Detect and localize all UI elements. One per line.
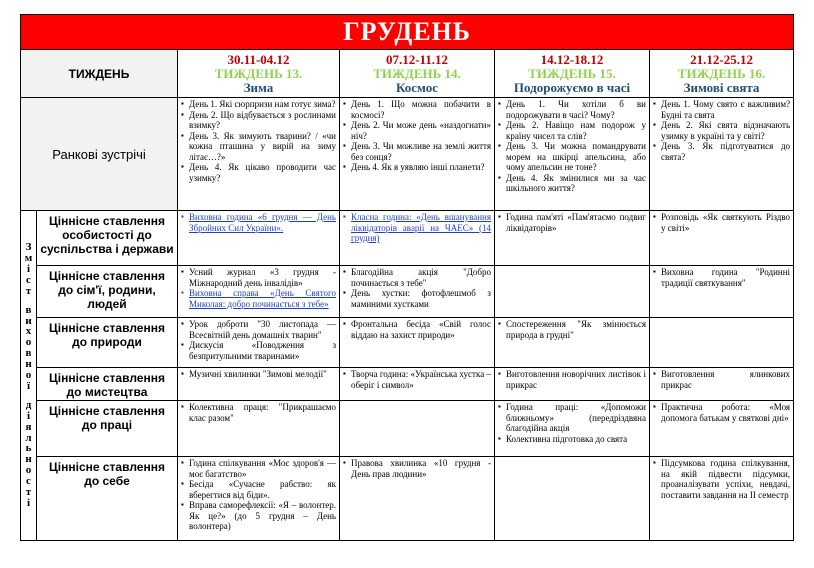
category-label: Ціннісне ставлення до сім'ї, родини, людей xyxy=(37,266,178,318)
week-theme: Космос xyxy=(395,79,438,95)
list-item: ▪ День 1. Чи хотіли б ви подорожувати в часі? Чому? xyxy=(498,99,646,120)
plan-table xyxy=(20,14,794,541)
list-item: ▪ День 2. Що відбувається з рослинами взимку? xyxy=(181,110,336,131)
activity-cell xyxy=(178,457,340,541)
week-number: ТИЖДЕНЬ 16. xyxy=(677,65,766,81)
week-theme: Зима xyxy=(243,79,274,95)
category-label: Ціннісне ставлення особистості до суспільства і держави xyxy=(37,211,178,266)
page-title: ГРУДЕНЬ xyxy=(343,17,471,46)
list-item[interactable]: ▪ Виховна година «6 грудня — День Збройних Сил України». xyxy=(181,212,336,233)
activity-cell xyxy=(340,318,495,368)
morning-cell-2 xyxy=(340,98,495,211)
activity-cell xyxy=(340,266,495,318)
list-item: ▪ Дискусія «Поводження з безпритульними тваринами» xyxy=(181,340,336,361)
list-item: ▪ Виготовлення новорічних листівок і прикрас xyxy=(498,369,646,390)
list-item: ▪ Колективна підготовка до свята xyxy=(498,434,646,445)
activity-cell xyxy=(650,368,794,401)
week-number: ТИЖДЕНЬ 14. xyxy=(373,65,461,81)
list-item: ▪ День хустки: фотофлешмоб з маминими хустками xyxy=(343,288,491,309)
list-item: ▪ День 1. Які сюрпризи нам готує зима? xyxy=(181,99,336,110)
morning-label: Ранкові зустрічі xyxy=(52,146,146,162)
list-item: ▪ Виготовлення ялинкових прикрас xyxy=(653,369,790,390)
list-item: ▪ День 4. Як цікаво проводити час узимку? xyxy=(181,162,336,183)
category-label: Ціннісне ставлення до праці xyxy=(37,401,178,457)
activity-cell xyxy=(650,401,794,457)
week-number: ТИЖДЕНЬ 13. xyxy=(214,65,303,81)
list-item: ▪ День 1. Що можна побачити в космосі? xyxy=(343,99,491,120)
week-header-4 xyxy=(650,50,794,98)
list-item: ▪ Усний журнал «3 грудня - Міжнародний день інвалідів» xyxy=(181,267,336,288)
activity-cell-empty xyxy=(650,318,794,368)
week-header-2 xyxy=(340,50,495,98)
activity-cell xyxy=(495,211,650,266)
week-label: ТИЖДЕНЬ xyxy=(68,66,130,81)
list-item: ▪ День 3. Чи можливе на землі життя без сонця? xyxy=(343,141,491,162)
list-item: ▪ День 3. Чи можна помандрувати морем на шкірці апельсина, або чому апельсин не тоне? xyxy=(498,141,646,173)
week-dates: 14.12-18.12 xyxy=(540,51,604,67)
list-item: ▪ День 2. Чи може день «наздогнати» ніч? xyxy=(343,120,491,141)
activity-cell xyxy=(340,368,495,401)
list-item: ▪ Спостереження "Як змінюється природа в грудні" xyxy=(498,319,646,340)
list-item: ▪ Урок доброти "30 листопада — Всесвітній день домашніх тварин" xyxy=(181,319,336,340)
list-item: ▪ Правова хвилинка «10 грудня - День прав людини» xyxy=(343,458,491,479)
morning-label-cell xyxy=(21,98,178,211)
title-bar xyxy=(21,15,794,50)
list-item: ▪ Година пам'яті «Пам'ятаємо подвиг ліквідаторів» xyxy=(498,212,646,233)
list-item: ▪ День 4. Як я уявляю інші планети? xyxy=(343,162,491,173)
list-item: ▪ День 2. Навіщо нам подорож у країну чисел та слів? xyxy=(498,120,646,141)
list-item: ▪ Година спілкування «Моє здоров'я — моє багатство» xyxy=(181,458,336,479)
list-item: ▪ Виховна година "Родинні традиції святкування" xyxy=(653,267,790,288)
category-label: Ціннісне ставлення до себе xyxy=(37,457,178,541)
week-label-cell xyxy=(21,50,178,98)
activity-cell xyxy=(495,401,650,457)
activity-cell xyxy=(178,368,340,401)
side-label: З м і с т в и х о в н о ї д і я л ь н о с т і xyxy=(21,211,37,541)
week-theme: Подорожуємо в часі xyxy=(513,79,631,95)
activity-cell xyxy=(178,211,340,266)
list-item: ▪ Вправа саморефлексії: «Я – волонтер. Як це?» (до 5 грудня – День волонтера) xyxy=(181,500,336,532)
category-label: Ціннісне ставлення до природи xyxy=(37,318,178,368)
activity-cell xyxy=(495,318,650,368)
list-item: ▪ День 3. Як зимують тварини? / «чи кожна пташина у вирій на зиму літає…?» xyxy=(181,131,336,163)
week-dates: 21.12-25.12 xyxy=(690,51,753,67)
list-item: ▪ Година праці: «Допоможи ближньому» (передріздвяна благодійна акція xyxy=(498,402,646,434)
activity-cell xyxy=(340,211,495,266)
morning-cell-3 xyxy=(495,98,650,211)
week-header-1 xyxy=(178,50,340,98)
list-item: ▪ День 2. Які свята відзначають узимку в україні та у світі? xyxy=(653,120,790,141)
week-dates: 30.11-04.12 xyxy=(227,51,290,67)
activity-cell xyxy=(650,211,794,266)
list-item: ▪ Творча година: «Українська хустка – оберіг і символ» xyxy=(343,369,491,390)
list-item: ▪ Бесіда «Сучасне рабство: як вберегтися від біди». xyxy=(181,479,336,500)
activity-cell xyxy=(178,266,340,318)
list-item: ▪ Благодійна акція "Добро починається з тебе" xyxy=(343,267,491,288)
list-item: ▪ Розповідь «Як святкують Різдво у світі» xyxy=(653,212,790,233)
activity-cell xyxy=(178,401,340,457)
list-item: ▪ Фронтальна бесіда «Свій голос віддаю на захист природи» xyxy=(343,319,491,340)
list-item: ▪ День 3. Як підготуватися до свята? xyxy=(653,141,790,162)
list-item: ▪ Практична робота: «Моя допомога батькам у святкові дні» xyxy=(653,402,790,423)
activity-cell xyxy=(340,457,495,541)
activity-cell xyxy=(495,368,650,401)
list-item: ▪ День 1. Чому свято є важливим? Будні та свята xyxy=(653,99,790,120)
list-item: ▪ Колективна праця: "Прикрашаємо клас разом" xyxy=(181,402,336,423)
activity-cell xyxy=(650,266,794,318)
category-label: Ціннісне ставлення до мистецтва xyxy=(37,368,178,401)
week-number: ТИЖДЕНЬ 15. xyxy=(528,65,616,81)
list-item: ▪ Підсумкова година спілкування, на якій підвести підсумки, проаналізувати успіхи, невдачі, поставити завдання на II семестр xyxy=(653,458,790,500)
activity-cell xyxy=(178,318,340,368)
activity-cell-empty xyxy=(495,457,650,541)
activity-cell-empty xyxy=(340,401,495,457)
list-item[interactable]: ▪ Класна година: «День вшанування ліквідаторів аварії на ЧАЕС» (14 грудня) xyxy=(343,212,491,244)
week-dates: 07.12-11.12 xyxy=(385,51,449,67)
week-header-3 xyxy=(495,50,650,98)
activity-cell xyxy=(650,457,794,541)
week-theme: Зимові свята xyxy=(683,79,760,95)
list-item[interactable]: ▪ Виховна справа «День Святого Миколая: добро починається з тебе» xyxy=(181,288,336,309)
morning-cell-1 xyxy=(178,98,340,211)
list-item: ▪ День 4. Як змінилися ми за час шкільного життя? xyxy=(498,173,646,194)
morning-cell-4 xyxy=(650,98,794,211)
list-item: ▪ Музичні хвилинки "Зимові мелодії" xyxy=(181,369,336,380)
activity-cell-empty xyxy=(495,266,650,318)
